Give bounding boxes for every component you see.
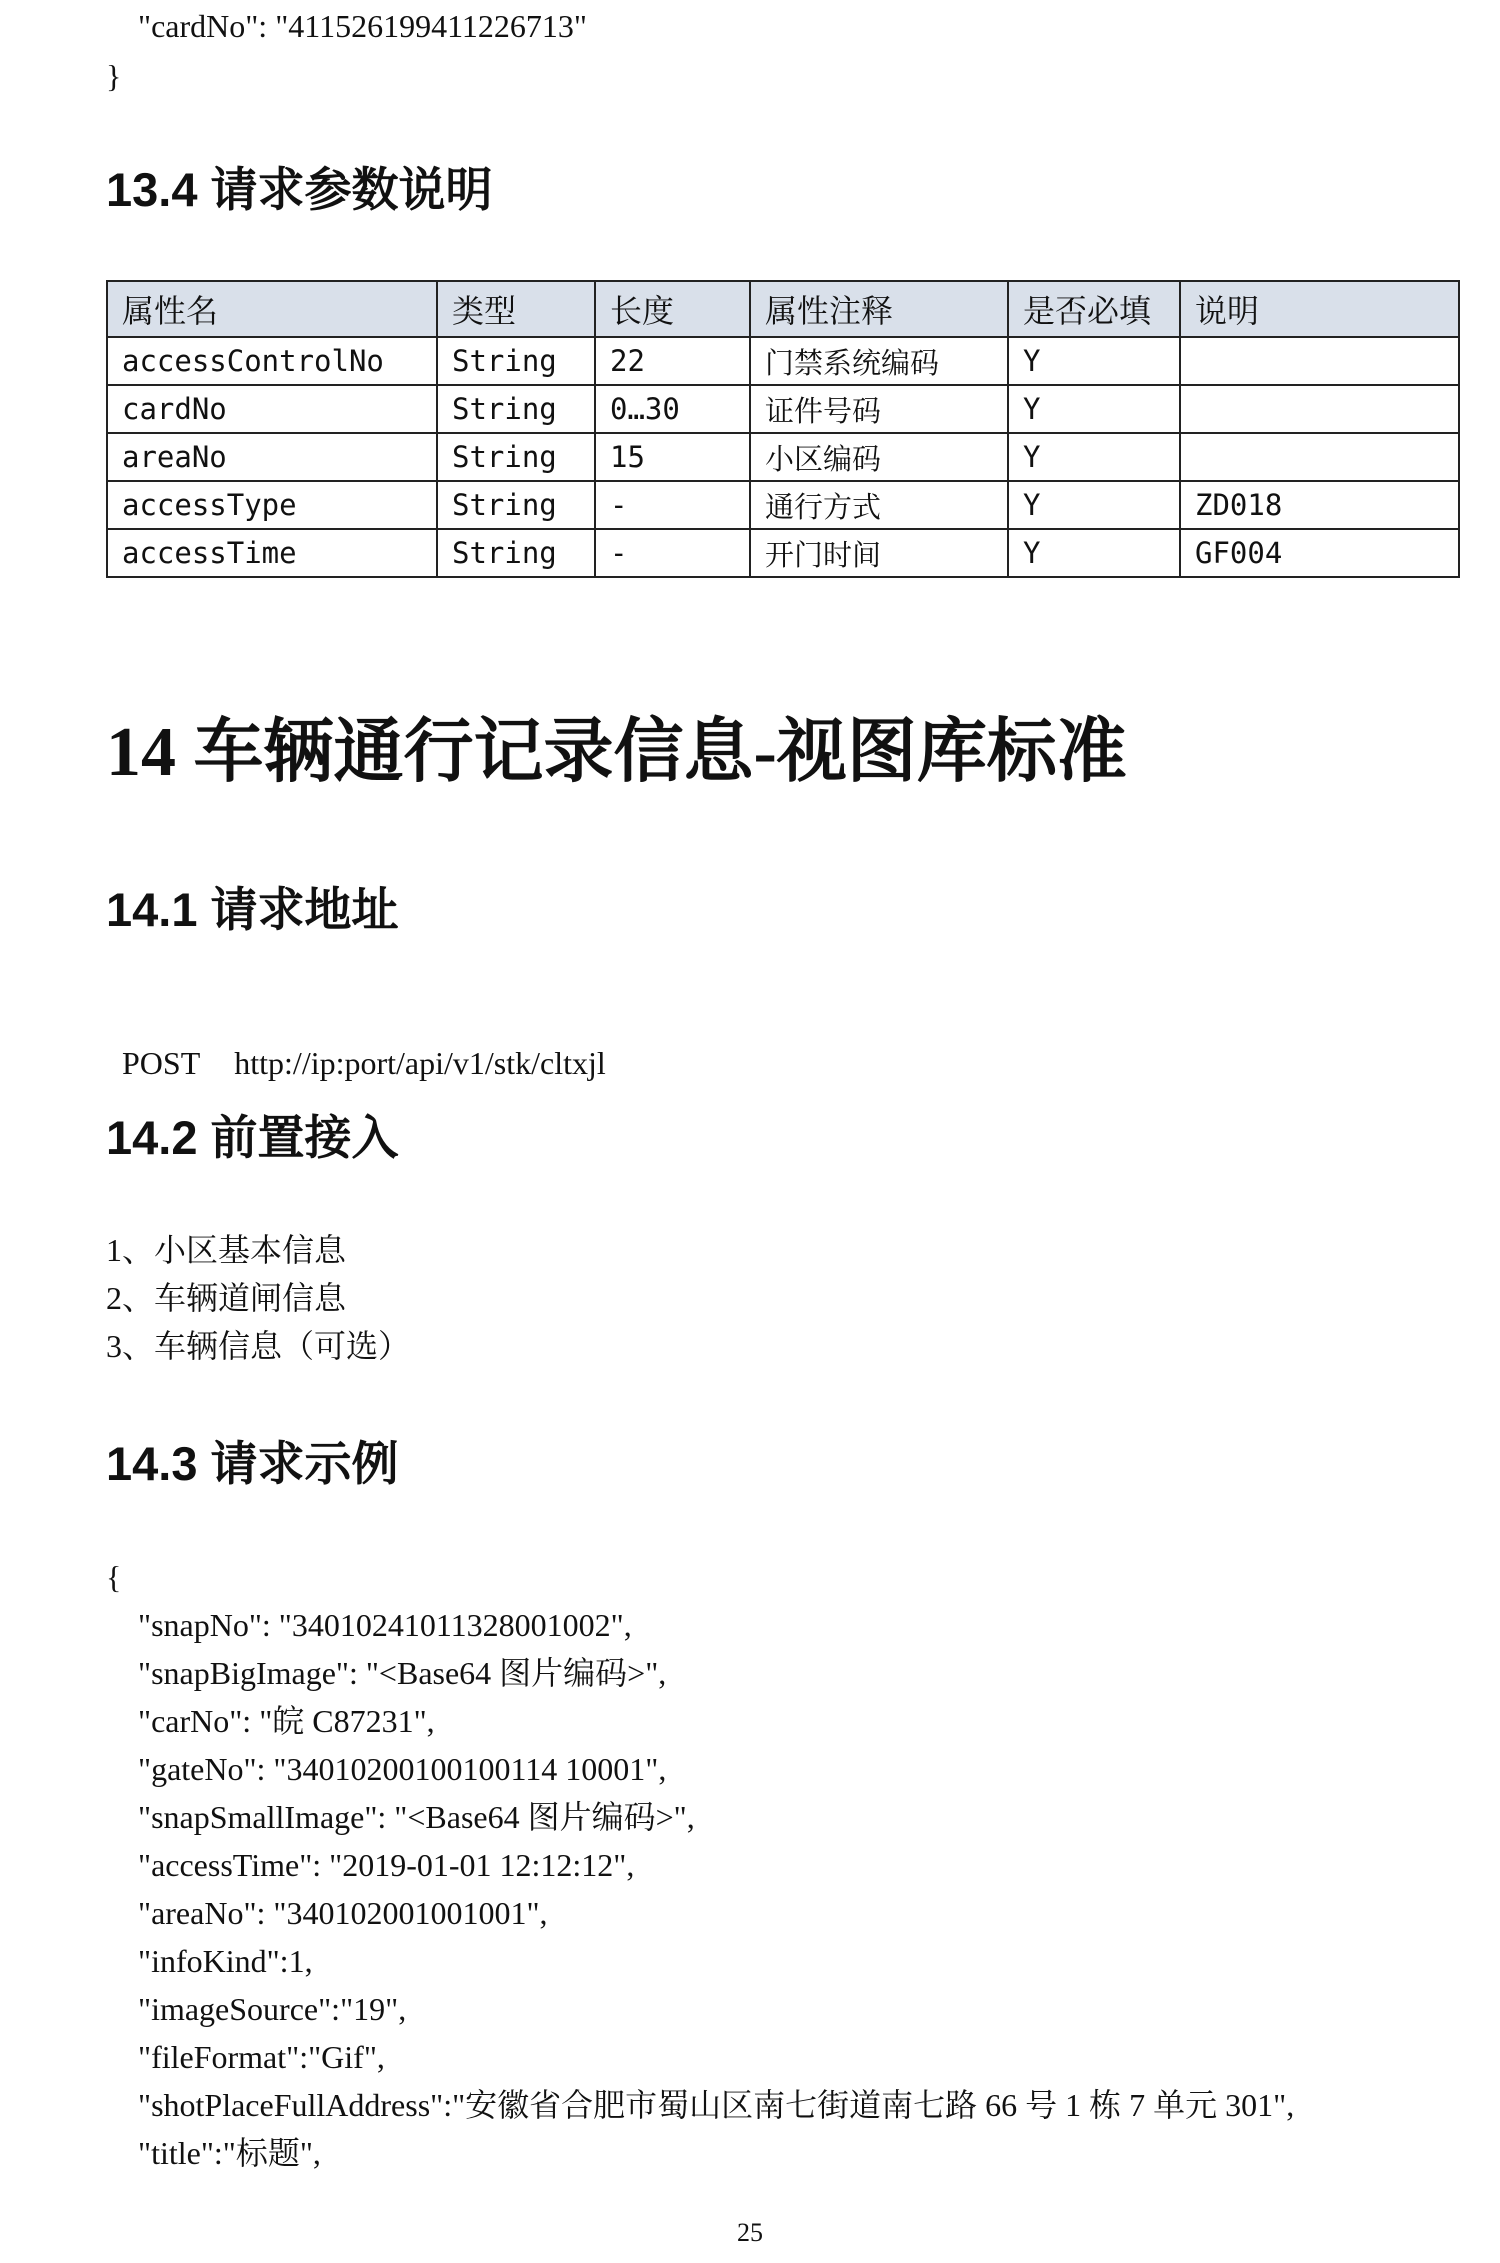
column-header: 类型	[437, 281, 595, 337]
section-heading-14-3: 14.3 请求示例	[106, 1437, 399, 1490]
section-heading-14-2: 14.2 前置接入	[106, 1111, 399, 1164]
table-cell: 0…30	[595, 385, 750, 433]
column-header: 说明	[1180, 281, 1459, 337]
table-cell: GF004	[1180, 529, 1459, 577]
table-cell: -	[595, 529, 750, 577]
code-line: "infoKind":1,	[106, 1943, 313, 1979]
table-row	[107, 529, 1459, 577]
table-cell: 证件号码	[750, 385, 1008, 433]
list-item: 3、车辆信息（可选）	[106, 1328, 411, 1364]
table-row	[107, 385, 1459, 433]
table-cell: accessType	[107, 481, 437, 529]
table-cell: String	[437, 385, 595, 433]
request-url: http://ip:port/api/v1/stk/cltxjl	[234, 1045, 606, 1081]
column-header: 是否必填	[1008, 281, 1180, 337]
table-row	[107, 433, 1459, 481]
list-item: 2、车辆道闸信息	[106, 1280, 347, 1316]
table-cell: Y	[1008, 529, 1180, 577]
code-line: "areaNo": "340102001001001",	[106, 1895, 548, 1931]
table-cell: String	[437, 433, 595, 481]
table-cell: 开门时间	[750, 529, 1008, 577]
section-heading-14-1: 14.1 请求地址	[106, 883, 399, 936]
table-cell: 15	[595, 433, 750, 481]
code-line: "title":"标题",	[106, 2135, 321, 2171]
table-row	[107, 481, 1459, 529]
request-address	[106, 1003, 606, 1083]
table-cell: Y	[1008, 385, 1180, 433]
list-item: 1、小区基本信息	[106, 1232, 347, 1268]
section-heading-13-4: 13.4 请求参数说明	[106, 163, 493, 216]
column-header: 属性注释	[750, 281, 1008, 337]
code-line: "snapSmallImage": "<Base64 图片编码>",	[106, 1799, 695, 1835]
table-cell: accessControlNo	[107, 337, 437, 385]
table-header-row	[107, 281, 1459, 337]
code-line: "gateNo": "34010200100100114 10001",	[106, 1751, 667, 1787]
table-cell: areaNo	[107, 433, 437, 481]
table-cell: String	[437, 529, 595, 577]
code-line: "fileFormat":"Gif",	[106, 2039, 385, 2075]
page-number: 25	[737, 2218, 763, 2247]
code-line: "shotPlaceFullAddress":"安徽省合肥市蜀山区南七街道南七路 66 号 1 栋 7 单元 301",	[106, 2087, 1295, 2123]
table-cell: ZD018	[1180, 481, 1459, 529]
table-cell: -	[595, 481, 750, 529]
code-line: "carNo": "皖 C87231",	[106, 1703, 435, 1739]
table-row	[107, 337, 1459, 385]
table-cell: Y	[1008, 337, 1180, 385]
table-cell	[1180, 385, 1459, 433]
code-line: "cardNo": "411526199411226713"	[106, 8, 587, 44]
table-cell: cardNo	[107, 385, 437, 433]
request-params-table	[106, 280, 1460, 578]
column-header: 长度	[595, 281, 750, 337]
table-cell: Y	[1008, 481, 1180, 529]
code-line: "snapBigImage": "<Base64 图片编码>",	[106, 1655, 667, 1691]
code-line: "imageSource":"19",	[106, 1991, 407, 2027]
table-cell	[1180, 337, 1459, 385]
table-cell: accessTime	[107, 529, 437, 577]
http-method: POST	[122, 1045, 201, 1081]
table-cell: String	[437, 481, 595, 529]
code-line: "snapNo": "34010241011328001002",	[106, 1607, 632, 1643]
table-cell: 22	[595, 337, 750, 385]
code-line: {	[106, 1559, 122, 1595]
table-cell	[1180, 433, 1459, 481]
code-line: "accessTime": "2019-01-01 12:12:12",	[106, 1847, 635, 1883]
table-cell: String	[437, 337, 595, 385]
table-cell: 小区编码	[750, 433, 1008, 481]
chapter-heading-14: 14 车辆通行记录信息-视图库标准	[106, 714, 1127, 791]
table-cell: Y	[1008, 433, 1180, 481]
table-cell: 门禁系统编码	[750, 337, 1008, 385]
column-header: 属性名	[107, 281, 437, 337]
table-cell: 通行方式	[750, 481, 1008, 529]
code-line: }	[106, 58, 122, 94]
